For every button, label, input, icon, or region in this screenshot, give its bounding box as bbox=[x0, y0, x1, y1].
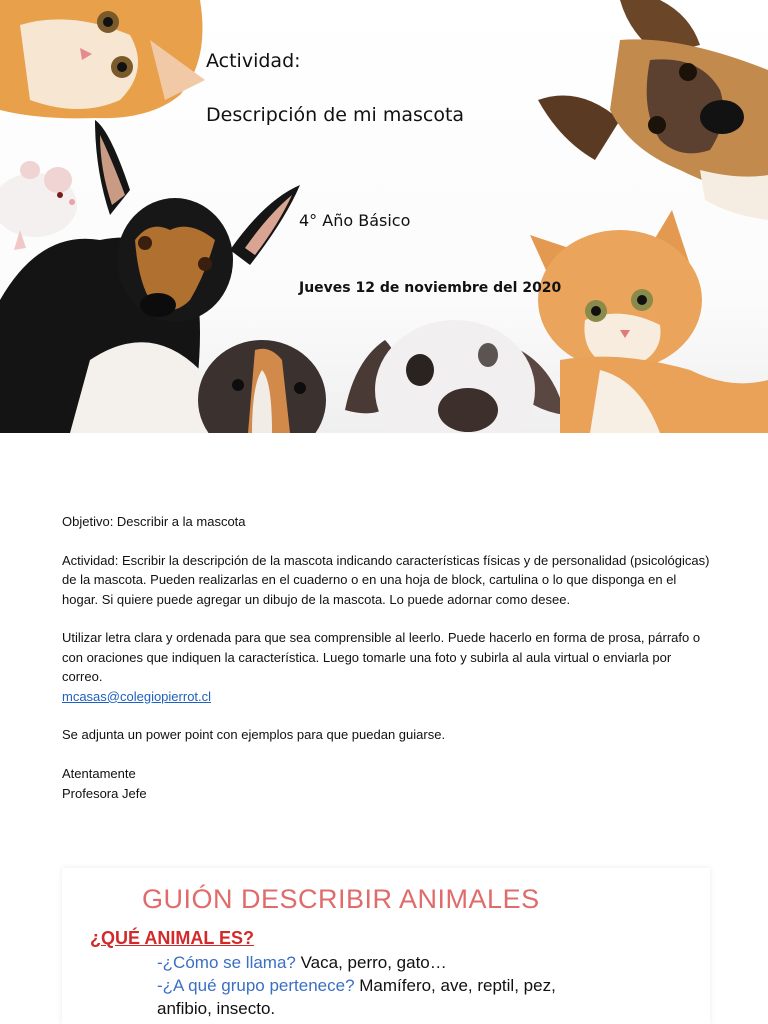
grade-label: 4° Año Básico bbox=[299, 211, 411, 230]
mouse-icon bbox=[0, 161, 77, 250]
activity-title: Descripción de mi mascota bbox=[206, 104, 465, 126]
guion-a1: Vaca, perro, gato… bbox=[300, 953, 447, 972]
guion-q2: -¿A qué grupo pertenece? bbox=[157, 976, 355, 995]
attachment-note: Se adjunta un power point con ejemplos para que puedan guiarse. bbox=[62, 727, 446, 743]
guion-question: ¿QUÉ ANIMAL ES? bbox=[90, 928, 255, 948]
shepherd-dog-icon bbox=[538, 0, 768, 220]
activity-label: Actividad: bbox=[206, 50, 301, 72]
date-label: Jueves 12 de noviembre del 2020 bbox=[299, 280, 562, 296]
closing-text: Atentamente bbox=[62, 766, 136, 782]
guion-q1: -¿Cómo se llama? bbox=[157, 953, 296, 972]
guion-a2: Mamífero, ave, reptil, pez, bbox=[359, 976, 556, 995]
pets-banner bbox=[0, 0, 768, 433]
bunny-icon bbox=[345, 320, 565, 433]
signature-text: Profesora Jefe bbox=[62, 785, 147, 801]
guion-line-2 bbox=[157, 976, 556, 996]
guion-line-1 bbox=[157, 953, 447, 973]
guion-a2-cont: anfibio, insecto. bbox=[157, 999, 276, 1018]
document-body bbox=[62, 512, 712, 803]
guion-line-3 bbox=[157, 999, 275, 1019]
objective-text: Objetivo: Describir a la mascota bbox=[62, 514, 246, 529]
email-link[interactable]: mcasas@colegiopierrot.cl bbox=[62, 688, 212, 704]
guinea-pig-icon bbox=[198, 340, 326, 433]
activity-text: Actividad: Escribir la descripción de la mascota indicando características físicas y de personalidad (psicológicas) de la mascota. Pueden realizarlas en el cuaderno o en una hoja de block, cartulina o lo que disponga en el hogar. Si quiere puede agregar un dibujo de la mascota. Lo puede adornar como desee. bbox=[62, 552, 710, 607]
instructions-text: Utilizar letra clara y ordenada para que sea comprensible al leerlo. Puede hacerlo en forma de prosa, párrafo o con oraciones que indiquen la característica. Luego tomarle una foto y subirla al aula virtual o enviarla por correo. bbox=[62, 630, 701, 685]
guion-slide bbox=[62, 868, 710, 1024]
guion-title: GUIÓN DESCRIBIR ANIMALES bbox=[142, 884, 540, 914]
kitten-top-left-icon bbox=[0, 0, 205, 118]
kitten-right-icon bbox=[530, 210, 768, 433]
